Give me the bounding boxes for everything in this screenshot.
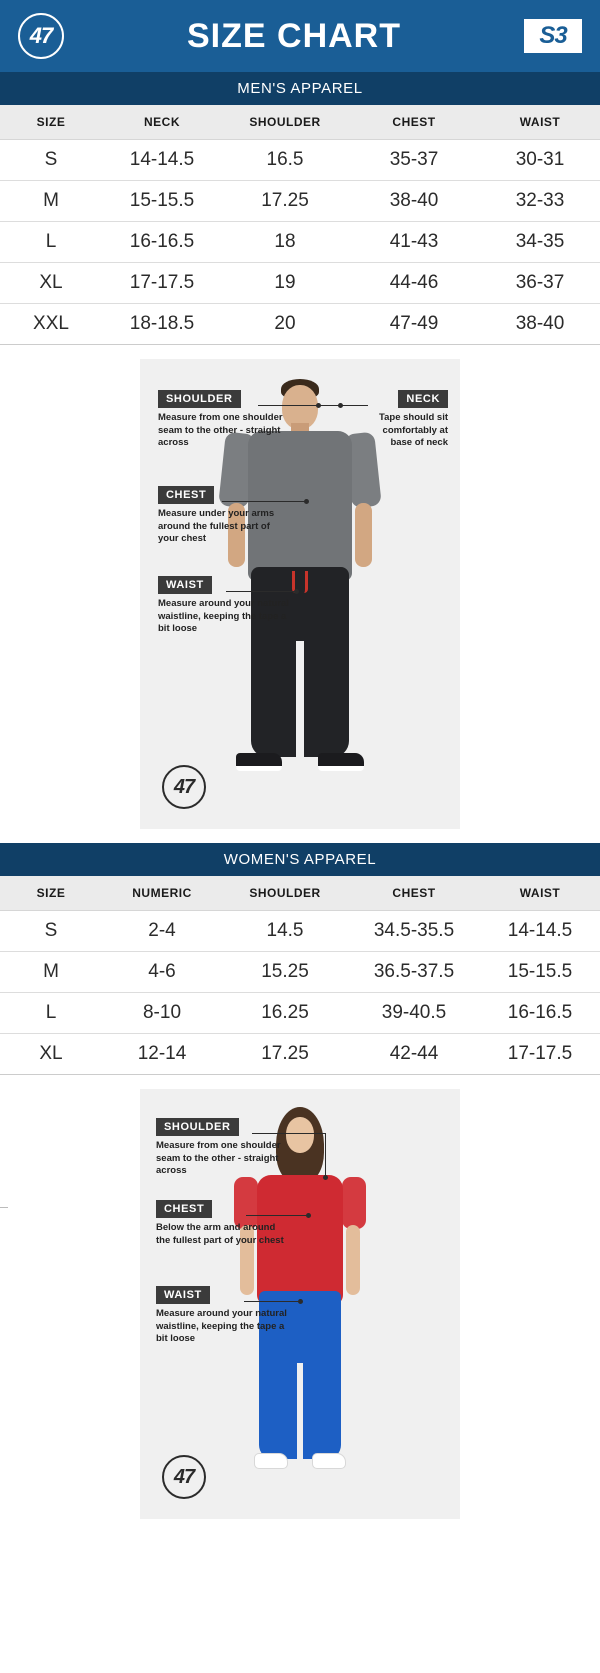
cell-neck: 15-15.5 <box>102 181 222 222</box>
callout-waist <box>156 1285 288 1346</box>
page-title: SIZE CHART <box>187 16 401 55</box>
callout-shoulder <box>156 1117 288 1178</box>
callout-tag-chest: CHEST <box>158 486 214 504</box>
cell-size: M <box>0 952 102 993</box>
callout-tag-neck: NECK <box>398 390 448 408</box>
cell-waist: 34-35 <box>480 222 600 263</box>
figure-brand-47-logo-icon <box>162 1455 206 1499</box>
cell-chest: 47-49 <box>348 304 480 345</box>
table-row <box>0 952 600 993</box>
cell-waist: 38-40 <box>480 304 600 345</box>
cell-shoulder: 20 <box>222 304 348 345</box>
cell-chest: 44-46 <box>348 263 480 304</box>
leader-dot-shoulder <box>338 403 343 408</box>
column-header-shoulder: SHOULDER <box>222 105 348 140</box>
cell-chest: 38-40 <box>348 181 480 222</box>
column-header-size: SIZE <box>0 876 102 911</box>
column-header-shoulder: SHOULDER <box>222 876 348 911</box>
cell-chest: 36.5-37.5 <box>348 952 480 993</box>
column-header-chest: CHEST <box>348 876 480 911</box>
cell-size: S <box>0 911 102 952</box>
callout-tag-waist: WAIST <box>158 576 212 594</box>
column-header-size: SIZE <box>0 105 102 140</box>
figure-brand-47-logo-icon <box>162 765 206 809</box>
callout-tag-shoulder: SHOULDER <box>156 1118 239 1136</box>
leader-dot-waist <box>298 1299 303 1304</box>
callout-text-shoulder: Measure from one shoulder seam to the other - straight across <box>156 1140 281 1177</box>
cell-size: L <box>0 993 102 1034</box>
cell-numeric: 4-6 <box>102 952 222 993</box>
section-band-womens: WOMEN'S APPAREL <box>0 843 600 876</box>
table-row <box>0 140 600 181</box>
callout-shoulder <box>158 389 290 450</box>
table-row <box>0 304 600 345</box>
spacer <box>0 1075 600 1089</box>
cell-size: M <box>0 181 102 222</box>
figure-brand-47-logo-text: 47 <box>173 1465 195 1488</box>
table-row <box>0 911 600 952</box>
figure-mens-measurement-guide <box>0 359 600 829</box>
column-header-waist: WAIST <box>480 105 600 140</box>
brand-s3-logo-text: S3 <box>539 22 567 49</box>
cell-waist: 14-14.5 <box>480 911 600 952</box>
callout-text-chest: Below the arm and around the fullest part of your chest <box>156 1222 284 1246</box>
cell-neck: 14-14.5 <box>102 140 222 181</box>
column-header-chest: CHEST <box>348 105 480 140</box>
leader-dot-chest <box>306 1213 311 1218</box>
spacer <box>0 345 600 359</box>
table-row <box>0 993 600 1034</box>
figure-canvas-mens <box>140 359 460 829</box>
leader-dot-shoulder <box>323 1175 328 1180</box>
figure-canvas-womens <box>140 1089 460 1519</box>
cell-chest: 35-37 <box>348 140 480 181</box>
page-header <box>0 0 600 72</box>
leader-dot-chest <box>304 499 309 504</box>
cell-waist: 32-33 <box>480 181 600 222</box>
cell-waist: 36-37 <box>480 263 600 304</box>
brand-47-logo-icon <box>18 13 64 59</box>
callout-text-shoulder: Measure from one shoulder seam to the other - straight across <box>158 412 283 449</box>
cell-size: XXL <box>0 304 102 345</box>
size-table-mens <box>0 105 600 345</box>
callout-tag-shoulder: SHOULDER <box>158 390 241 408</box>
table-row <box>0 263 600 304</box>
table-row <box>0 1034 600 1075</box>
cell-shoulder: 17.25 <box>222 181 348 222</box>
cell-numeric: 12-14 <box>102 1034 222 1075</box>
column-header-waist: WAIST <box>480 876 600 911</box>
callout-chest <box>158 485 290 546</box>
figure-brand-47-logo-text: 47 <box>173 775 195 798</box>
callout-text-waist: Measure around your natural waistline, keeping the tape a bit loose <box>158 598 289 635</box>
table-row <box>0 181 600 222</box>
cell-shoulder: 16.5 <box>222 140 348 181</box>
cell-numeric: 2-4 <box>102 911 222 952</box>
callout-text-waist: Measure around your natural waistline, keeping the tape a bit loose <box>156 1308 287 1345</box>
edge-tick-mark <box>0 1207 8 1208</box>
brand-s3-logo-icon <box>524 19 582 53</box>
callout-text-neck: Tape should sit comfortably at base of neck <box>379 412 448 449</box>
leader-line-shoulder-vertical <box>325 1133 326 1177</box>
column-header-numeric: NUMERIC <box>102 876 222 911</box>
cell-waist: 30-31 <box>480 140 600 181</box>
cell-size: XL <box>0 1034 102 1075</box>
cell-waist: 17-17.5 <box>480 1034 600 1075</box>
cell-chest: 42-44 <box>348 1034 480 1075</box>
cell-chest: 41-43 <box>348 222 480 263</box>
callout-waist <box>158 575 290 636</box>
table-header-row <box>0 105 600 140</box>
callout-tag-waist: WAIST <box>156 1286 210 1304</box>
cell-waist: 16-16.5 <box>480 993 600 1034</box>
leader-dot-waist <box>294 589 299 594</box>
callout-neck <box>370 389 448 450</box>
cell-neck: 17-17.5 <box>102 263 222 304</box>
cell-shoulder: 15.25 <box>222 952 348 993</box>
callout-chest <box>156 1199 288 1247</box>
cell-chest: 34.5-35.5 <box>348 911 480 952</box>
cell-waist: 15-15.5 <box>480 952 600 993</box>
table-row <box>0 222 600 263</box>
cell-shoulder: 18 <box>222 222 348 263</box>
cell-size: S <box>0 140 102 181</box>
figure-womens-measurement-guide <box>0 1089 600 1519</box>
section-band-mens: MEN'S APPAREL <box>0 72 600 105</box>
column-header-neck: NECK <box>102 105 222 140</box>
leader-line-neck <box>320 405 368 406</box>
cell-chest: 39-40.5 <box>348 993 480 1034</box>
callout-tag-chest: CHEST <box>156 1200 212 1218</box>
leader-dot-neck <box>316 403 321 408</box>
cell-neck: 16-16.5 <box>102 222 222 263</box>
cell-numeric: 8-10 <box>102 993 222 1034</box>
cell-shoulder: 17.25 <box>222 1034 348 1075</box>
size-table-womens <box>0 876 600 1075</box>
cell-shoulder: 19 <box>222 263 348 304</box>
cell-shoulder: 14.5 <box>222 911 348 952</box>
cell-size: L <box>0 222 102 263</box>
table-header-row <box>0 876 600 911</box>
callout-text-chest: Measure under your arms around the fullest part of your chest <box>158 508 275 545</box>
brand-47-logo-text: 47 <box>29 23 53 48</box>
cell-size: XL <box>0 263 102 304</box>
cell-neck: 18-18.5 <box>102 304 222 345</box>
spacer <box>0 829 600 843</box>
cell-shoulder: 16.25 <box>222 993 348 1034</box>
